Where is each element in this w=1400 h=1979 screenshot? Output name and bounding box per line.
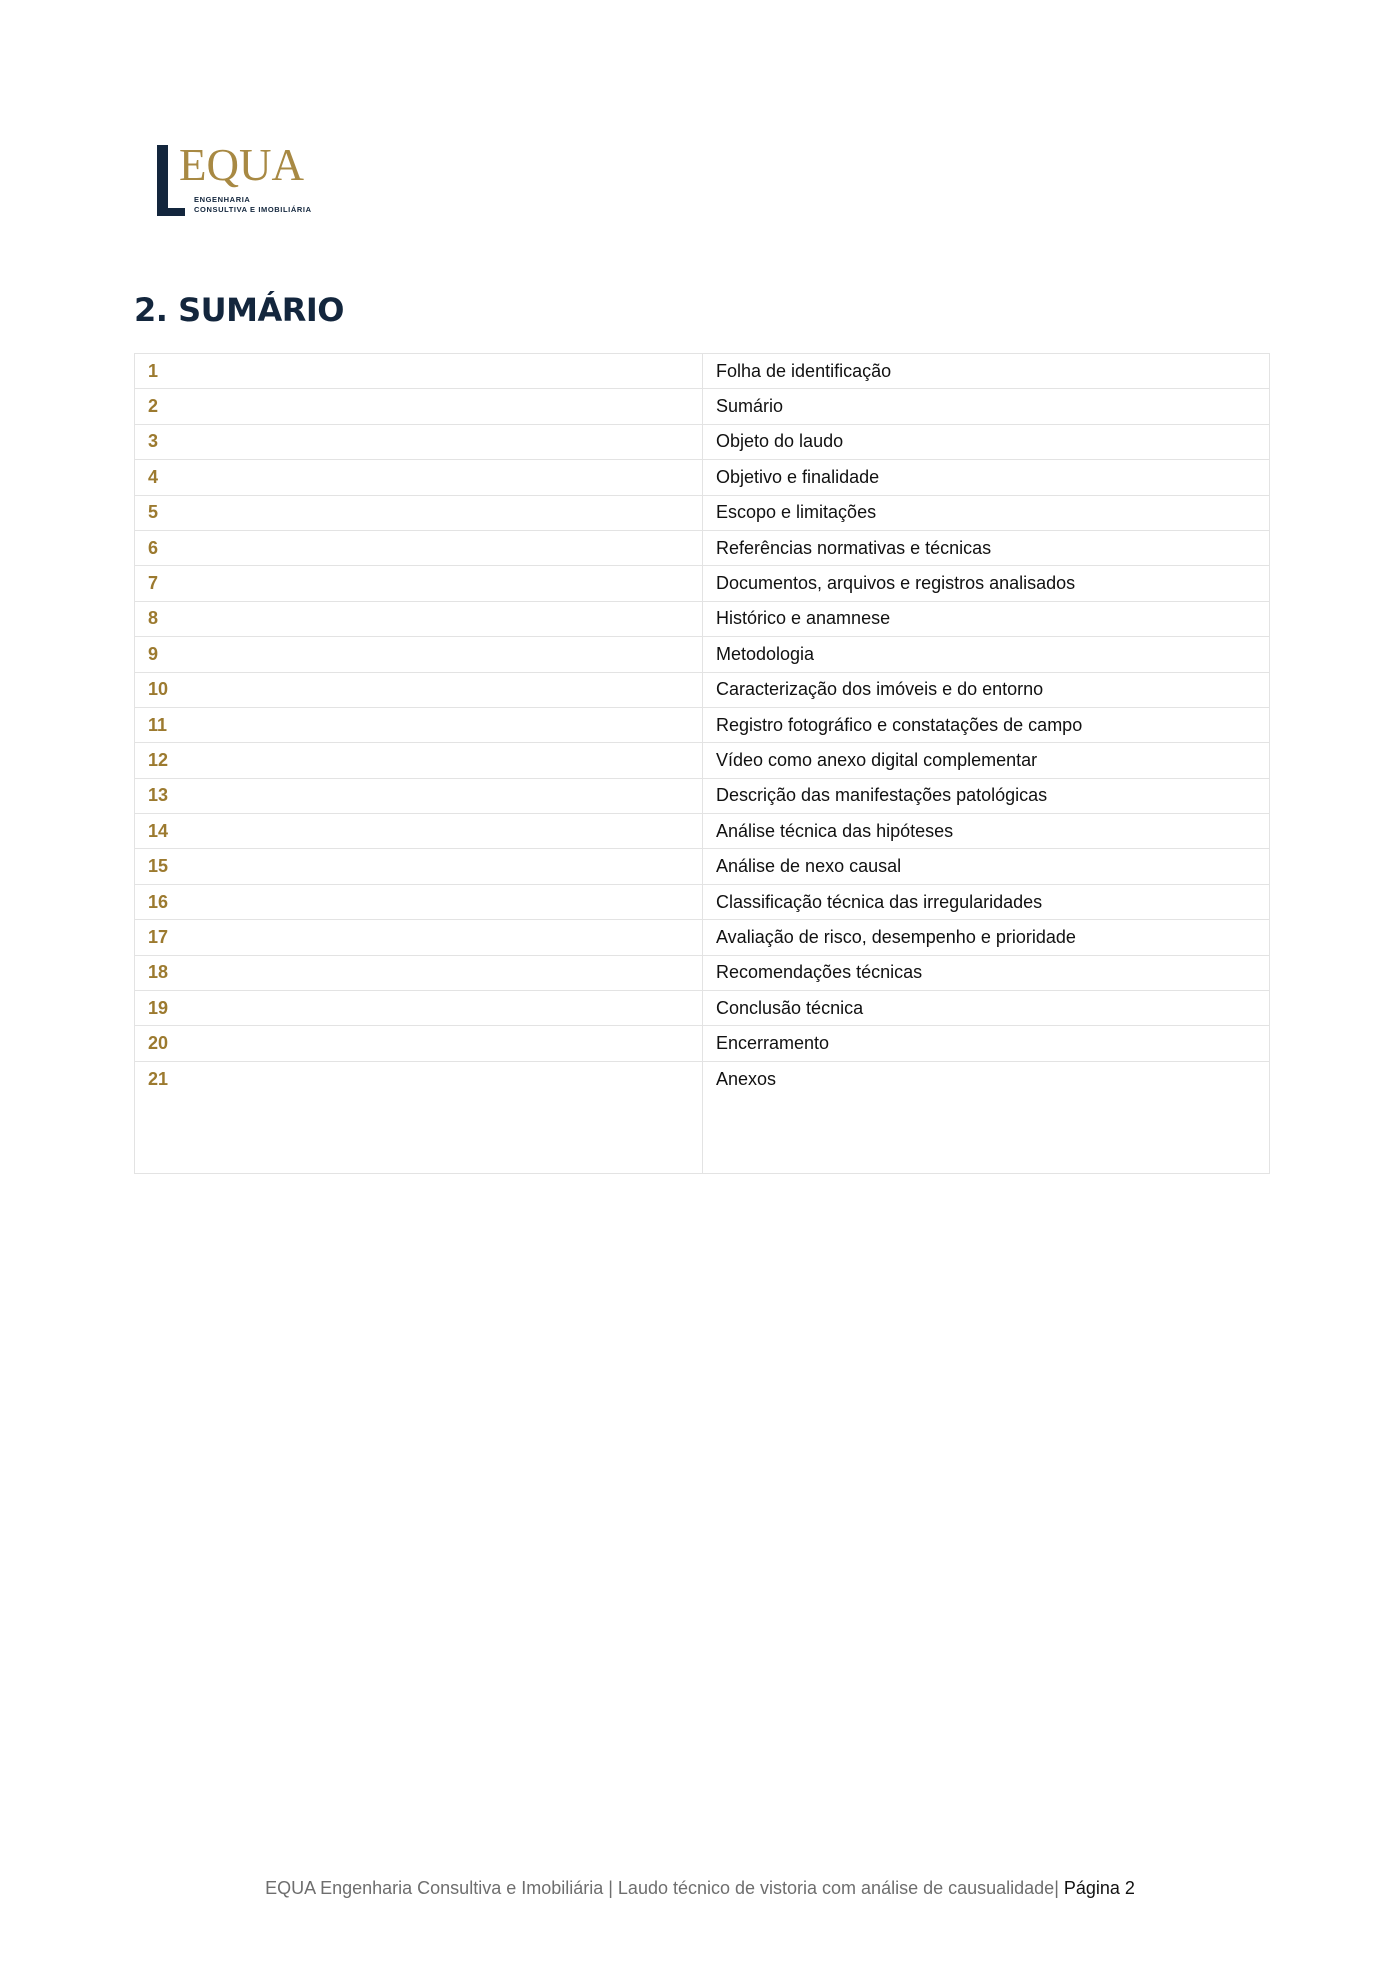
table-row: [135, 849, 1270, 884]
section-number: 1: [135, 354, 703, 389]
section-label: Documentos, arquivos e registros analisados: [703, 566, 1270, 601]
page-footer: [0, 1878, 1400, 1899]
section-number: 17: [135, 920, 703, 955]
company-logo: [157, 140, 327, 221]
table-row: [135, 955, 1270, 990]
section-label: Sumário: [703, 389, 1270, 424]
section-number: 3: [135, 424, 703, 459]
table-row: [135, 743, 1270, 778]
section-label: Objeto do laudo: [703, 424, 1270, 459]
summary-table: [134, 353, 1270, 1174]
section-number: 6: [135, 530, 703, 565]
table-row: [135, 637, 1270, 672]
section-number: 18: [135, 955, 703, 990]
logo-tagline-1: ENGENHARIA: [194, 195, 251, 204]
table-row: [135, 530, 1270, 565]
table-row: [135, 424, 1270, 459]
section-number: 14: [135, 814, 703, 849]
logo-wordmark: EQUA: [179, 140, 304, 190]
table-row: [135, 460, 1270, 495]
section-number: 20: [135, 1026, 703, 1061]
footer-page-number: Página 2: [1058, 1878, 1135, 1898]
table-row: [135, 920, 1270, 955]
section-label: Vídeo como anexo digital complementar: [703, 743, 1270, 778]
section-label: Histórico e anamnese: [703, 601, 1270, 636]
table-row: [135, 814, 1270, 849]
section-number: 7: [135, 566, 703, 601]
section-label: Caracterização dos imóveis e do entorno: [703, 672, 1270, 707]
section-label: Encerramento: [703, 1026, 1270, 1061]
section-number: 9: [135, 637, 703, 672]
section-label: Conclusão técnica: [703, 991, 1270, 1026]
section-number: 15: [135, 849, 703, 884]
table-row: [135, 991, 1270, 1026]
section-number: 13: [135, 778, 703, 813]
section-number: 10: [135, 672, 703, 707]
section-label: Análise de nexo causal: [703, 849, 1270, 884]
section-number: 8: [135, 601, 703, 636]
section-title: 2. SUMÁRIO: [134, 291, 344, 329]
section-label: Descrição das manifestações patológicas: [703, 778, 1270, 813]
table-row: [135, 389, 1270, 424]
section-label: Classificação técnica das irregularidades: [703, 884, 1270, 919]
section-number: 11: [135, 707, 703, 742]
table-row: [135, 672, 1270, 707]
section-label: Registro fotográfico e constatações de campo: [703, 707, 1270, 742]
section-label: Folha de identificação: [703, 354, 1270, 389]
table-row: [135, 1026, 1270, 1061]
section-number: 5: [135, 495, 703, 530]
section-number: 12: [135, 743, 703, 778]
section-number: 21: [135, 1061, 703, 1173]
section-label: Avaliação de risco, desempenho e prioridade: [703, 920, 1270, 955]
logo-bar: [157, 145, 168, 215]
section-label: Anexos: [703, 1061, 1270, 1173]
section-label: Recomendações técnicas: [703, 955, 1270, 990]
footer-text: EQUA Engenharia Consultiva e Imobiliária | Laudo técnico de vistoria com análise de causualidade|: [265, 1878, 1059, 1898]
table-row: [135, 778, 1270, 813]
table-row: [135, 601, 1270, 636]
table-row: [135, 707, 1270, 742]
table-row: [135, 1061, 1270, 1173]
section-label: Metodologia: [703, 637, 1270, 672]
section-label: Objetivo e finalidade: [703, 460, 1270, 495]
section-label: Análise técnica das hipóteses: [703, 814, 1270, 849]
table-row: [135, 354, 1270, 389]
table-row: [135, 884, 1270, 919]
section-label: Referências normativas e técnicas: [703, 530, 1270, 565]
table-row: [135, 566, 1270, 601]
section-number: 2: [135, 389, 703, 424]
section-number: 19: [135, 991, 703, 1026]
table-row: [135, 495, 1270, 530]
logo-base: [157, 208, 185, 216]
section-number: 4: [135, 460, 703, 495]
logo-tagline-2: CONSULTIVA E IMOBILIÁRIA: [194, 205, 312, 214]
section-label: Escopo e limitações: [703, 495, 1270, 530]
section-number: 16: [135, 884, 703, 919]
